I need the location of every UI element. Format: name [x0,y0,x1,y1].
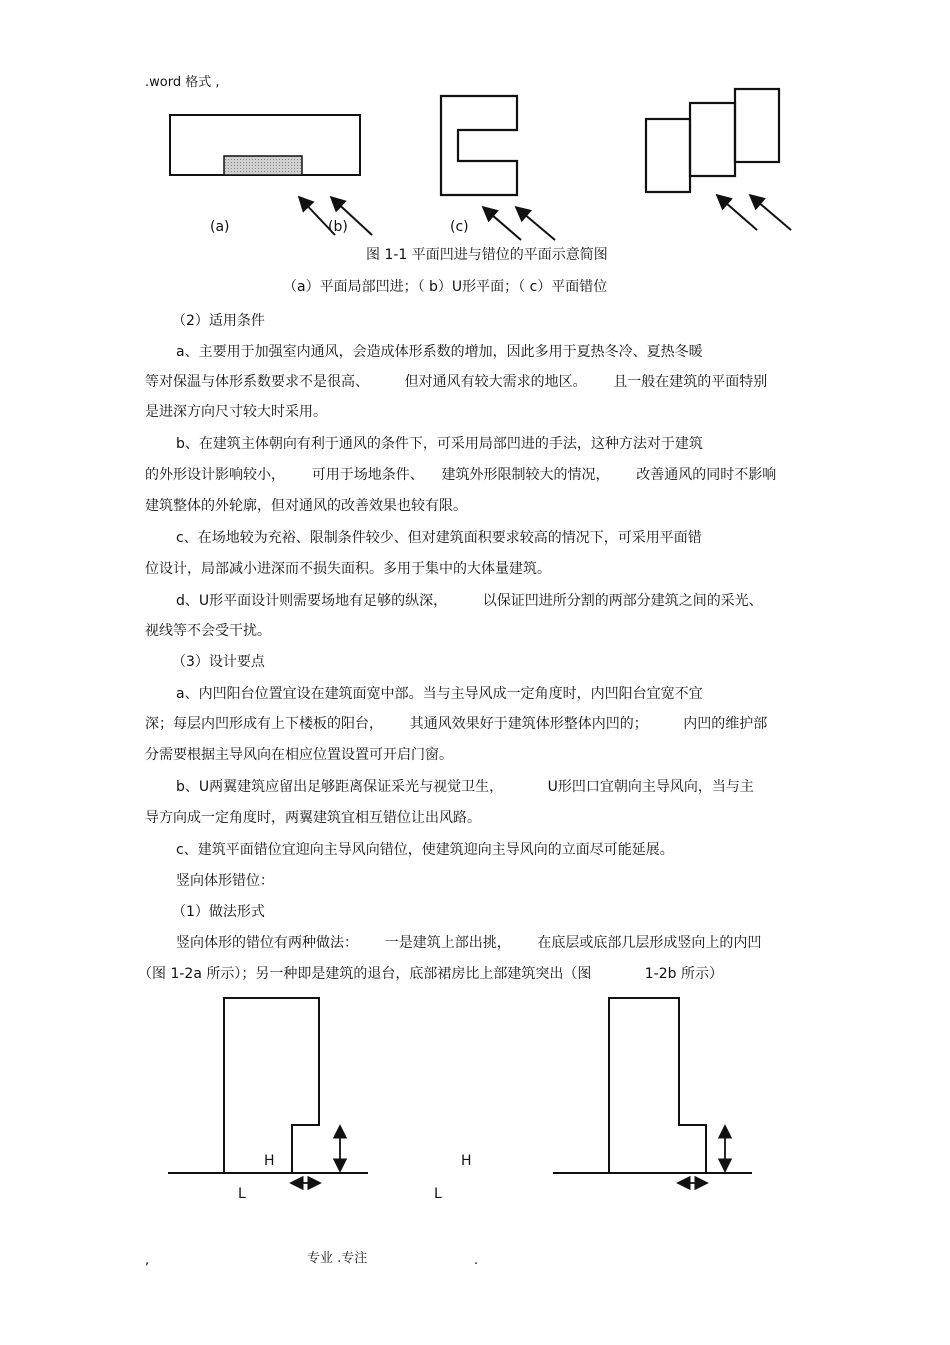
figure-1-title: 图 1-1 平面凹进与错位的平面示意简图 [366,247,608,263]
figure-1-caption: （a）平面局部凹进；（ b）U形平面；（ c）平面错位 [283,279,608,295]
point-b-line-1: b、U两翼建筑应留出足够距离保证采光与视觉卫生， U形凹口宜朝向主导风向，当与主 [176,779,754,795]
footer-right: . [474,1253,479,1268]
paragraph-d-line-2: 视线等不会受干扰。 [145,623,271,639]
paragraph-b-line-2: 的外形设计影响较小， 可用于场地条件、 建筑外形限制较大的情况， 改善通风的同时不影响 [145,467,777,483]
paragraph-b-line-3: 建筑整体的外轮廓，但对通风的改善效果也较有限。 [145,498,467,514]
figure-2-label-h-left: H [264,1153,275,1169]
figure-2-label-h-right: H [461,1153,472,1169]
section-3-heading: （3）设计要点 [172,654,265,670]
footer-left: , [145,1253,150,1268]
figure-2-label-l-left: L [238,1186,246,1202]
paragraph-c-line-2: 位设计，局部减小进深而不损失面积。多用于集中的大体量建筑。 [145,561,551,577]
plan-c-staggered [646,89,779,192]
wind-arrow-c1 [718,196,757,230]
plan-a-shape [170,115,360,175]
wind-arrow-c2 [751,196,791,230]
paragraph-a-line-1: a、主要用于加强室内通风，会造成体形系数的增加，因此多用于夏热冬冷、夏热冬暖 [176,344,703,360]
method-line-2: （图 1-2a 所示）；另一种即是建筑的退台，底部裙房比上部建筑突出（图 1-2b 所示） [138,966,723,982]
point-a-line-2: 深；每层内凹形成有上下楼板的阳台， 其通风效果好于建筑体形整体内凹的； 内凹的维护部 [145,716,768,732]
plan-b-u-shape [441,96,517,195]
paragraph-c-line-1: c、在场地较为充裕、限制条件较少、但对建筑面积要求较高的情况下，可采用平面错 [176,530,702,546]
point-a-line-1: a、内凹阳台位置宜设在建筑面宽中部。当与主导风成一定角度时，内凹阳台宜宽不宜 [176,686,703,702]
paragraph-b-line-1: b、在建筑主体朝向有利于通风的条件下，可采用局部凹进的手法，这种方法对于建筑 [176,436,703,452]
footer-center: 专业 .专注 [307,1251,368,1266]
paragraph-a-line-3: 是进深方向尺寸较大时采用。 [145,404,327,420]
figure-1-label-c: (c) [450,219,469,235]
point-c-line-1: c、建筑平面错位宜迎向主导风向错位，使建筑迎向主导风向的立面尽可能延展。 [176,842,674,858]
paragraph-a-line-2: 等对保温与体形系数要求不是很高、 但对通风有较大需求的地区。 且一般在建筑的平面特别 [145,374,768,390]
section-2-heading: （2）适用条件 [172,313,265,329]
section-1-heading: （1）做法形式 [172,904,265,920]
vertical-heading: 竖向体形错位： [176,873,274,889]
method-line-1: 竖向体形的错位有两种做法： 一是建筑上部出挑， 在底层或底部几层形成竖向上的内凹 [176,935,762,951]
paragraph-d-line-1: d、U形平面设计则需要场地有足够的纵深， 以保证凹进所分割的两部分建筑之间的采光、 [176,593,763,609]
point-a-line-3: 分需要根据主导风向在相应位置设置可开启门窗。 [145,747,453,763]
section-a-overhang [168,998,368,1173]
wind-arrow-b1 [484,208,521,240]
header-text: .word 格式 , [145,75,220,90]
section-b-terrace [553,998,752,1173]
figure-1-label-b: (b) [328,219,348,235]
wind-arrow-b2 [517,208,555,240]
point-b-line-2: 导方向成一定角度时，两翼建筑宜相互错位让出风路。 [145,810,481,826]
figure-2-label-l-right: L [434,1186,442,1202]
figure-1-label-a: (a) [210,219,230,235]
